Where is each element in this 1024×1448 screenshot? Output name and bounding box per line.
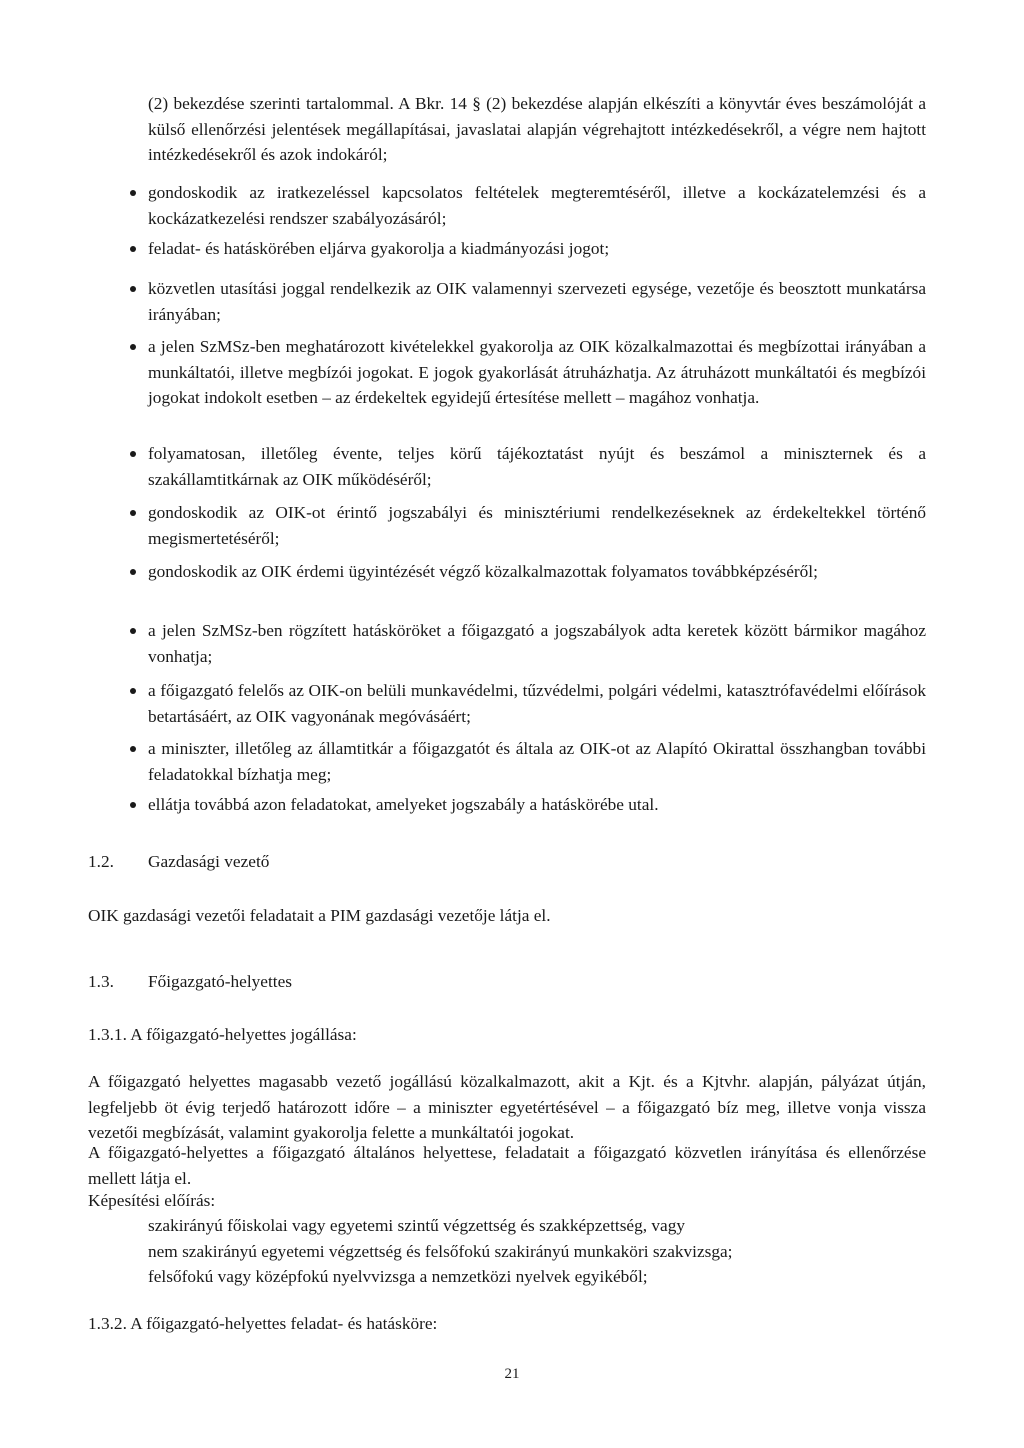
- subsection-heading-1-3-1: 1.3.1. A főigazgató-helyettes jogállása:: [88, 1025, 357, 1044]
- qualification-item: szakirányú főiskolai vagy egyetemi szintű végzettség és szakképzettség, vagy: [148, 1216, 685, 1235]
- list-item-text: gondoskodik az OIK érdemi ügyintézését végző közalkalmazottak folyamatos továbbképzéséről;: [148, 562, 818, 581]
- list-item-text: folyamatosan, illetőleg évente, teljes körű tájékoztatást nyújt és beszámol a miniszternek és a szakállamtitkárnak az OIK működéséről;: [148, 444, 926, 489]
- economic-leader-text: OIK gazdasági vezetői feladatait a PIM gazdasági vezetője látja el.: [88, 906, 551, 925]
- list-item-text: a jelen SzMSz-ben meghatározott kivételekkel gyakorolja az OIK közalkalmazottai és megbízottai irányában a munkáltatói, illetve megbízói jogokat. E jogok gyakorlását átruházhatja. Az átruházott munkáltatói és megbízói jogokat indokolt esetben – az érdekeltek egyidejű értesítése mellett – magához vonhatja.: [148, 337, 926, 407]
- legal-status-paragraph: A főigazgató helyettes magasabb vezető jogállású közalkalmazott, akit a Kjt. és a Kjtvhr. alapján, pályázat útján, legfeljebb öt évig terjedő határozott időre – a miniszter egyetértésével – a főigazgató bíz meg, illetve vonja vissza vezetői megbízását, valamint gyakorolja felette a munkáltatói jogokat.: [88, 1072, 926, 1142]
- section-title: Gazdasági vezető: [148, 852, 270, 871]
- bullet-icon: [130, 190, 136, 196]
- bullet-icon: [130, 688, 136, 694]
- intro-paragraph: (2) bekezdése szerinti tartalommal. A Bkr. 14 § (2) bekezdése alapján elkészíti a könyvtár éves beszámolóját a külső ellenőrzési jelentések megállapításai, javaslatai alapján végrehajtott intézkedésekről, a végre nem hajtott intézkedésekről és azok indokáról;: [148, 94, 926, 164]
- bullet-icon: [130, 246, 136, 252]
- qualification-item: felsőfokú vagy középfokú nyelvvizsga a nemzetközi nyelvek egyikéből;: [148, 1267, 648, 1286]
- bullet-icon: [130, 569, 136, 575]
- list-item-text: feladat- és hatáskörében eljárva gyakorolja a kiadmányozási jogot;: [148, 239, 610, 258]
- list-item-text: a miniszter, illetőleg az államtitkár a főigazgatót és általa az OIK-ot az Alapító Okirattal összhangban további feladatokkal bízhatja meg;: [148, 739, 926, 784]
- list-item-text: gondoskodik az OIK-ot érintő jogszabályi és minisztériumi rendelkezéseknek az érdekeltekkel történő megismertetéséről;: [148, 503, 926, 548]
- qualification-item: nem szakirányú egyetemi végzettség és felsőfokú szakirányú munkaköri szakvizsga;: [148, 1242, 733, 1261]
- bullet-icon: [130, 344, 136, 350]
- subsection-heading-1-3-2: 1.3.2. A főigazgató-helyettes feladat- és hatásköre:: [88, 1314, 438, 1333]
- qualification-label: Képesítési előírás:: [88, 1191, 216, 1210]
- list-item-text: a főigazgató felelős az OIK-on belüli munkavédelmi, tűzvédelmi, polgári védelmi, katasztrófavédelmi előírások betartásáért, az OIK vagyonának megóvásáért;: [148, 681, 926, 726]
- list-item-text: közvetlen utasítási joggal rendelkezik az OIK valamennyi szervezeti egysége, vezetője és beosztott munkatársa irányában;: [148, 279, 926, 324]
- bullet-icon: [130, 451, 136, 457]
- deputy-paragraph: A főigazgató-helyettes a főigazgató általános helyettese, feladatait a főigazgató közvetlen irányítása és ellenőrzése mellett látja el.: [88, 1143, 926, 1188]
- section-number: 1.3.: [88, 972, 114, 991]
- bullet-icon: [130, 628, 136, 634]
- bullet-icon: [130, 746, 136, 752]
- list-item-text: ellátja továbbá azon feladatokat, amelyeket jogszabály a hatáskörébe utal.: [148, 795, 659, 814]
- list-item-text: gondoskodik az iratkezeléssel kapcsolatos feltételek megteremtéséről, illetve a kockázatelemzési és a kockázatkezelési rendszer szabályozásáról;: [148, 183, 926, 228]
- section-number: 1.2.: [88, 852, 114, 871]
- bullet-icon: [130, 510, 136, 516]
- bullet-icon: [130, 802, 136, 808]
- bullet-icon: [130, 286, 136, 292]
- page-number: 21: [504, 1366, 520, 1382]
- list-item-text: a jelen SzMSz-ben rögzített hatásköröket a főigazgató a jogszabályok adta keretek között bármikor magához vonhatja;: [148, 621, 926, 666]
- section-title: Főigazgató-helyettes: [148, 972, 292, 991]
